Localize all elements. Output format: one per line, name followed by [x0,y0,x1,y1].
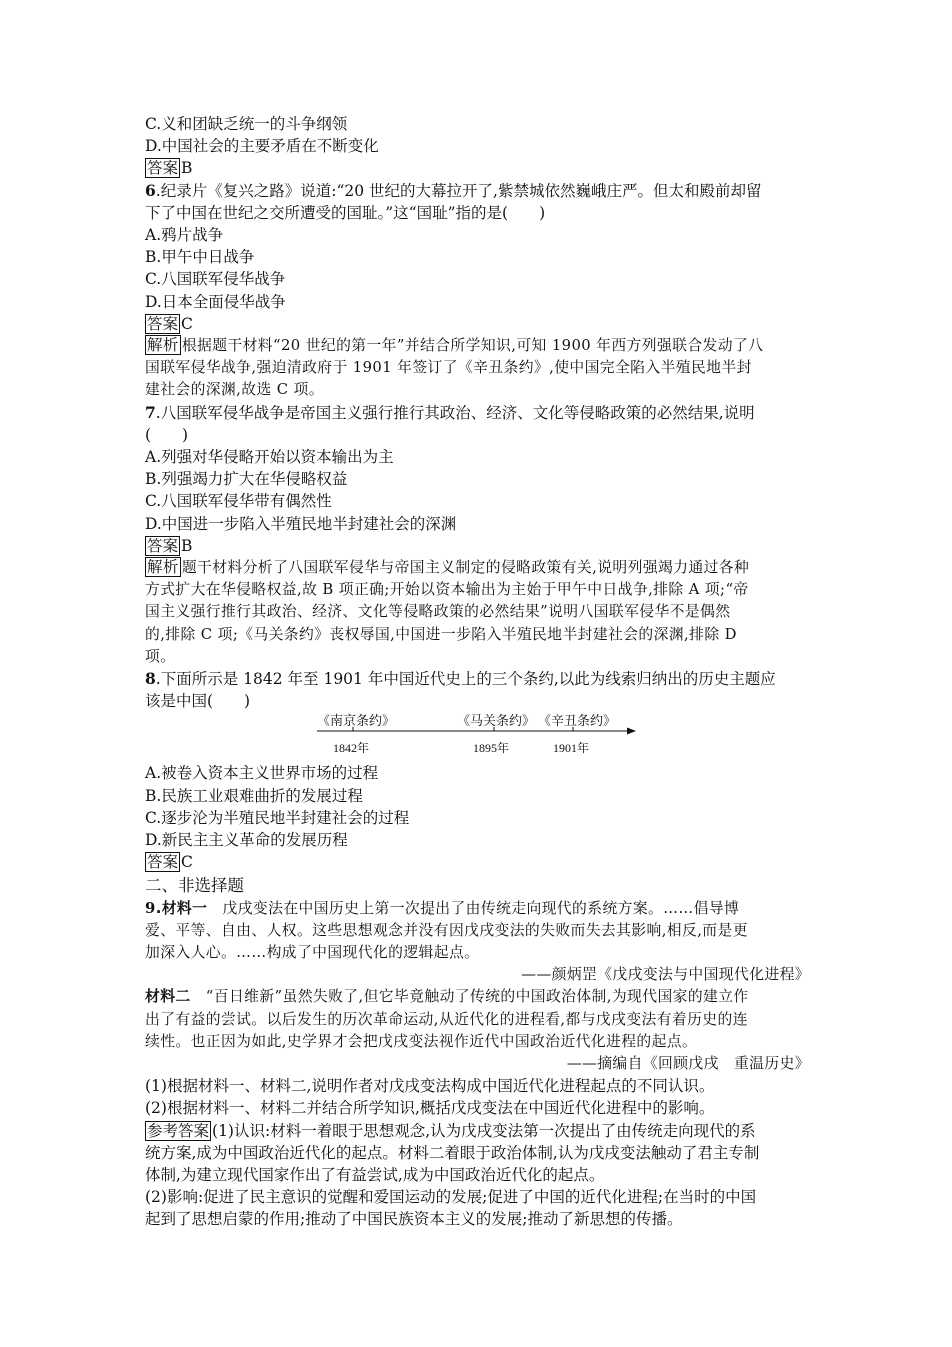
q7-option-a: A.列强对华侵略开始以资本输出为主 [145,448,394,467]
reference-line5: 起到了思想启蒙的作用;推动了中国民族资本主义的发展;推动了新思想的传播。 [145,1210,683,1229]
material2-source: ——摘编自《回顾戊戌 重温历史》 [566,1054,810,1072]
question-number: 6 [145,180,156,200]
question-number: 9 [145,899,156,917]
q9-material2 [145,986,810,1008]
material2-line3: 续性。也正因为如此,史学界才会把戊戌变法视作近代中国政治近代化进程的起点。 [145,1032,698,1050]
q8-answer [145,851,810,873]
q8-option-b: B.民族工业艰难曲折的发展过程 [145,786,363,805]
answer-tag: 答案 [147,853,179,872]
q9-subquestion-2: (2)根据材料一、材料二并结合所学知识,概括戊戌变法在中国近代化进程中的影响。 [145,1099,715,1118]
timeline-year-1842: 1842年 [333,741,370,756]
timeline-year-1895: 1895年 [473,741,510,756]
q6-stem-line2: 下了中国在世纪之交所遭受的国耻。”这“国耻”指的是( ) [145,203,546,222]
material1-label: .材料一 [155,899,208,917]
q6-option-d: D.日本全面侵华战争 [145,292,286,311]
q7-stem [145,402,810,424]
q7-option-d: D.中国进一步陷入半殖民地半封建社会的深渊 [145,514,457,533]
q6-option-a: A.鸦片战争 [145,226,224,245]
section-heading: 二、非选择题 [145,875,244,895]
material2-line1: “百日维新”虽然失败了,但它毕竟触动了传统的中国政治体制,为现代国家的建立作 [190,988,749,1006]
q5-answer [145,157,810,179]
q7-option-b: B.列强竭力扩大在华侵略权益 [145,470,348,489]
q7-analysis [145,557,810,579]
q6-analysis-line3: 建社会的深渊,故选 C 项。 [145,381,325,399]
q6-answer [145,313,810,335]
q9-reference-answer [145,1120,810,1142]
q8-option-c: C.逐步沦为半殖民地半封建社会的过程 [145,808,410,827]
q6-option-b: B.甲午中日战争 [145,248,255,267]
material1-line1: 戊戌变法在中国历史上第一次提出了由传统走向现代的系统方案。……倡导博 [207,899,740,917]
document-content [145,113,810,1231]
reference-line2: 统方案,成为中国政治近代化的起点。材料二着眼于政治体制,认为戊戌变法触动了君主专制 [145,1143,760,1162]
material2-label: 材料二 [145,988,191,1006]
question-number: 8 [145,669,156,689]
q7-analysis-line5: 项。 [145,647,176,665]
q6-analysis [145,335,810,357]
reference-line1: (1)认识:材料一着眼于思想观念,认为戊戌变法第一次提出了由传统走向现代的系 [212,1121,756,1140]
q9-subquestion-1: (1)根据材料一、材料二,说明作者对戊戌变法构成中国近代化进程起点的不同认识。 [145,1077,715,1096]
q8-option-a: A.被卷入资本主义世界市场的过程 [145,764,379,783]
material1-source: ——颜炳罡《戊戌变法与中国现代化进程》 [521,966,810,984]
q7-analysis-line2: 方式扩大在华侵略权益,故 B 项正确;开始以资本输出为主始于甲午中日战争,排除 A 项;“帝 [145,581,749,599]
q7-stem-line2: ( ) [145,425,189,444]
timeline-arrow-icon [627,728,636,735]
q9-material1 [145,898,810,920]
timeline-treaty-nanjing: 《南京条约》 [317,714,396,730]
q5-option-d: D.中国社会的主要矛盾在不断变化 [145,137,379,156]
q7-option-c: C.八国联军侵华带有偶然性 [145,492,332,511]
answer-tag: 答案 [147,536,179,555]
q5-option-c: C.义和团缺乏统一的斗争纲领 [145,115,348,133]
answer-value: C [181,314,193,333]
treaty-timeline [145,712,810,762]
q8-option-d: D.新民主主义革命的发展历程 [145,831,348,850]
q6-analysis-line2: 国联军侵华战争,强迫清政府于 1901 年签订了《辛丑条约》,使中国完全陷入半殖民地半封 [145,359,752,377]
q8-stem [145,668,810,690]
material2-line2: 出了有益的尝试。以后发生的历次革命运动,从近代化的进程看,都与戊戌变法有着历史的连 [145,1010,748,1028]
material1-line3: 加深入人心。……构成了中国现代化的逻辑起点。 [145,943,480,961]
answer-value: B [181,536,193,555]
analysis-tag: 解析 [147,558,179,577]
q8-stem-line1: .下面所示是 1842 年至 1901 年中国近代史上的三个条约,以此为线索归纳出的历史主题应 [155,670,776,689]
answer-tag: 答案 [147,314,179,333]
q7-stem-line1: .八国联军侵华战争是帝国主义强行推行其政治、经济、文化等侵略政策的必然结果,说明 [155,403,755,422]
timeline-treaty-maguan: 《马关条约》 [457,714,536,730]
q8-stem-line2: 该是中国( ) [145,692,251,711]
material1-line2: 爱、平等、自由、人权。这些思想观念并没有因戊戌变法的失败而失去其影响,相反,而是更 [145,921,748,939]
q6-stem-line1: .纪录片《复兴之路》说道:“20 世纪的大幕拉开了,紫禁城依然巍峨庄严。但太和殿前却留 [155,181,762,200]
q6-analysis-line1: 根据题干材料“20 世纪的第一年”并结合所学知识,可知 1900 年西方列强联合发动了八 [181,337,764,355]
q7-analysis-line1: 题干材料分析了八国联军侵华与帝国主义制定的侵略政策有关,说明列强竭力通过各种 [181,559,750,577]
reference-line4: (2)影响:促进了民主意识的觉醒和爱国运动的发展;促进了中国的近代化进程;在当时的中国 [145,1188,757,1207]
reference-answer-tag: 参考答案 [147,1121,210,1140]
q7-analysis-line4: 的,排除 C 项;《马关条约》丧权辱国,中国进一步陷入半殖民地半封建社会的深渊,排除 D [145,625,737,643]
analysis-tag: 解析 [147,336,179,355]
q6-option-c: C.八国联军侵华战争 [145,270,286,289]
q7-analysis-line3: 国主义强行推行其政治、经济、文化等侵略政策的必然结果”说明八国联军侵华不是偶然 [145,603,731,621]
timeline-year-1901: 1901年 [553,741,590,756]
timeline-treaty-xinchou: 《辛丑条约》 [538,714,617,730]
reference-line3: 体制,为建立现代国家作出了有益尝试,成为中国政治近代化的起点。 [145,1165,605,1184]
answer-tag: 答案 [147,159,179,178]
answer-value: C [181,853,193,872]
q7-answer [145,535,810,557]
answer-value: B [181,159,193,178]
question-number: 7 [145,402,156,422]
q6-stem [145,180,810,202]
